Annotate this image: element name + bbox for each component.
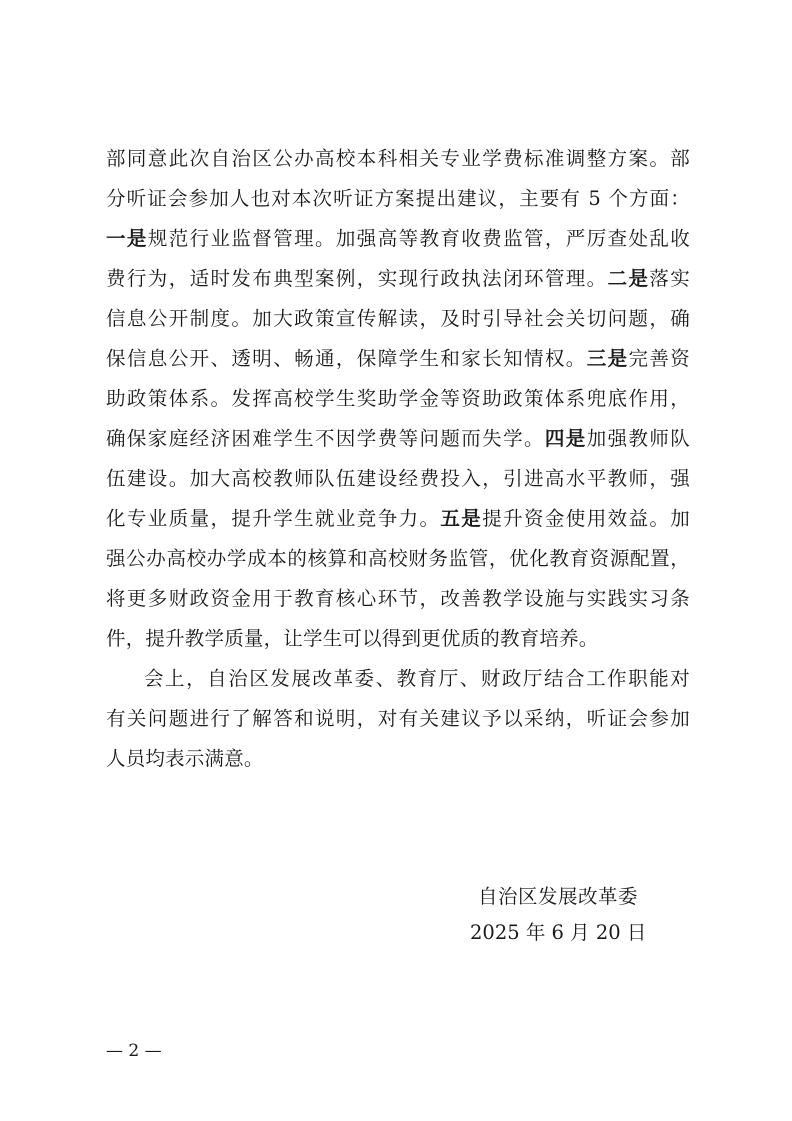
paragraph-line: 会上，自治区发展改革委、教育厅、财政厅结合工作职能对 bbox=[144, 667, 690, 690]
paragraph-line: 费行为，适时发布典型案例，实现行政执法闭环管理。二是落实 bbox=[106, 267, 690, 290]
paragraph-line: 分听证会参加人也对本次听证方案提出建议，主要有 5 个方面： bbox=[106, 187, 690, 210]
paragraph-line: 部同意此次自治区公办高校本科相关专业学费标准调整方案。部 bbox=[106, 147, 690, 170]
paragraph-line: 化专业质量，提升学生就业竞争力。五是提升资金使用效益。加 bbox=[106, 507, 690, 530]
paragraph-line: 保信息公开、透明、畅通，保障学生和家长知情权。三是完善资 bbox=[106, 347, 690, 370]
point-three-marker: 三是 bbox=[586, 347, 629, 370]
page-number: — 2 — bbox=[106, 1041, 162, 1061]
paragraph-line: 件，提升教学质量，让学生可以得到更优质的教育培养。 bbox=[106, 627, 599, 650]
paragraph-line: 强公办高校办学成本的核算和高校财务监管，优化教育资源配置， bbox=[106, 547, 690, 570]
point-one-marker: 一是 bbox=[106, 227, 148, 250]
paragraph-line: 有关问题进行了解答和说明，对有关建议予以采纳，听证会参加 bbox=[106, 707, 690, 730]
point-five-marker: 五是 bbox=[440, 507, 483, 530]
paragraph-line: 助政策体系。发挥高校学生奖助学金等资助政策体系兜底作用， bbox=[106, 387, 690, 410]
paragraph-line: 人员均表示满意。 bbox=[106, 747, 264, 770]
signature-organization: 自治区发展改革委 bbox=[478, 885, 639, 908]
paragraph-line: 将更多财政资金用于教育核心环节，改善教学设施与实践实习条 bbox=[106, 587, 690, 610]
paragraph-line: 信息公开制度。加大政策宣传解读，及时引导社会关切问题，确 bbox=[106, 307, 690, 330]
signature-date: 2025 年 6 月 20 日 bbox=[470, 921, 647, 944]
point-four-marker: 四是 bbox=[544, 427, 587, 450]
paragraph-line: 一是规范行业监督管理。加强高等教育收费监管，严厉查处乱收 bbox=[106, 227, 691, 250]
point-two-marker: 二是 bbox=[607, 267, 650, 290]
paragraph-line: 伍建设。加大高校教师队伍建设经费投入，引进高水平教师，强 bbox=[106, 467, 690, 490]
paragraph-line: 确保家庭经济困难学生不因学费等问题而失学。四是加强教师队 bbox=[106, 427, 690, 450]
